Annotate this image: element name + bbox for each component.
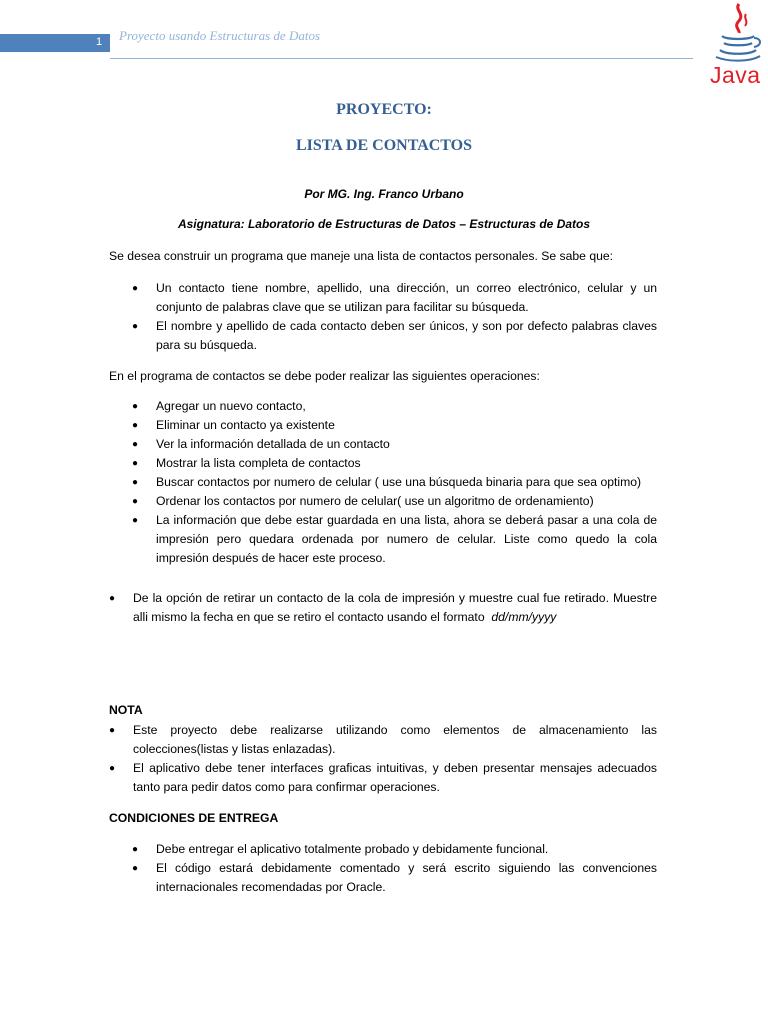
- list-item: ● Un contacto tiene nombre, apellido, una dirección, un correo electrónico, celular y un conjunto de palabras clave que se utilizan para facilitar su búsqueda.: [132, 281, 657, 314]
- list-item: ● Debe entregar el aplicativo totalmente probado y debidamente funcional.: [132, 842, 549, 856]
- list-item: ● El código estará debidamente comentado y será escrito siguiendo las convenciones internacionales recomendadas por Oracle.: [132, 861, 657, 894]
- list-item: ● La información que debe estar guardada en una lista, ahora se deberá pasar a una cola de impresión pero quedara ordenada por numero de celular. Liste como quedo la cola impresión después de hacer este proceso.: [132, 513, 657, 565]
- document-subtitle: LISTA DE CONTACTOS: [295, 137, 473, 154]
- header-rule: [110, 58, 693, 59]
- list-item: ● Mostrar la lista completa de contactos: [132, 456, 361, 470]
- date-format: dd/mm/yyyy: [491, 610, 557, 624]
- list-item: ● El aplicativo debe tener interfaces graficas intuitivas, y deben presentar mensajes adecuados tanto para pedir datos como para confirmar operaciones.: [109, 761, 657, 794]
- extra-operation-list: [109, 589, 657, 627]
- course-line: Asignatura: Laboratorio de Estructuras de Datos – Estructuras de Datos: [177, 217, 591, 231]
- header-title: Proyecto usando Estructuras de Datos: [119, 28, 320, 43]
- nota-heading: NOTA: [109, 703, 143, 717]
- nota-list: [109, 721, 657, 797]
- intro-paragraph: Se desea construir un programa que maneje una lista de contactos personales. Se sabe que:: [109, 249, 614, 263]
- java-logo-text: Java: [710, 62, 761, 88]
- document-title: PROYECTO:: [336, 101, 432, 118]
- operations-list: [132, 397, 657, 568]
- conditions-list: [132, 840, 657, 897]
- list-item: ● Ordenar los contactos por numero de celular( use un algoritmo de ordenamiento): [132, 494, 594, 508]
- facts-list: [132, 279, 657, 355]
- list-item: ● El nombre y apellido de cada contacto deben ser únicos, y son por defecto palabras claves para su búsqueda.: [132, 319, 657, 352]
- list-item: ● Este proyecto debe realizarse utilizando como elementos de almacenamiento las colecciones(listas y listas enlazadas).: [109, 723, 657, 756]
- list-item: ● Agregar un nuevo contacto,: [132, 399, 306, 413]
- operations-intro: En el programa de contactos se debe poder realizar las siguientes operaciones:: [109, 369, 540, 383]
- conditions-heading: CONDICIONES DE ENTREGA: [109, 811, 279, 825]
- list-item: ● Eliminar un contacto ya existente: [132, 418, 335, 432]
- page-number: 1: [95, 36, 103, 48]
- list-item: ● De la opción de retirar un contacto de la cola de impresión y muestre cual fue retirado. Muestre alli mismo la fecha en que se retiro el contacto usando el formato dd/mm/yyyy: [109, 591, 657, 624]
- author-line: Por MG. Ing. Franco Urbano: [304, 187, 464, 201]
- list-item: ● Buscar contactos por numero de celular ( use una búsqueda binaria para que sea optimo): [132, 475, 642, 489]
- list-item: ● Ver la información detallada de un contacto: [132, 437, 390, 451]
